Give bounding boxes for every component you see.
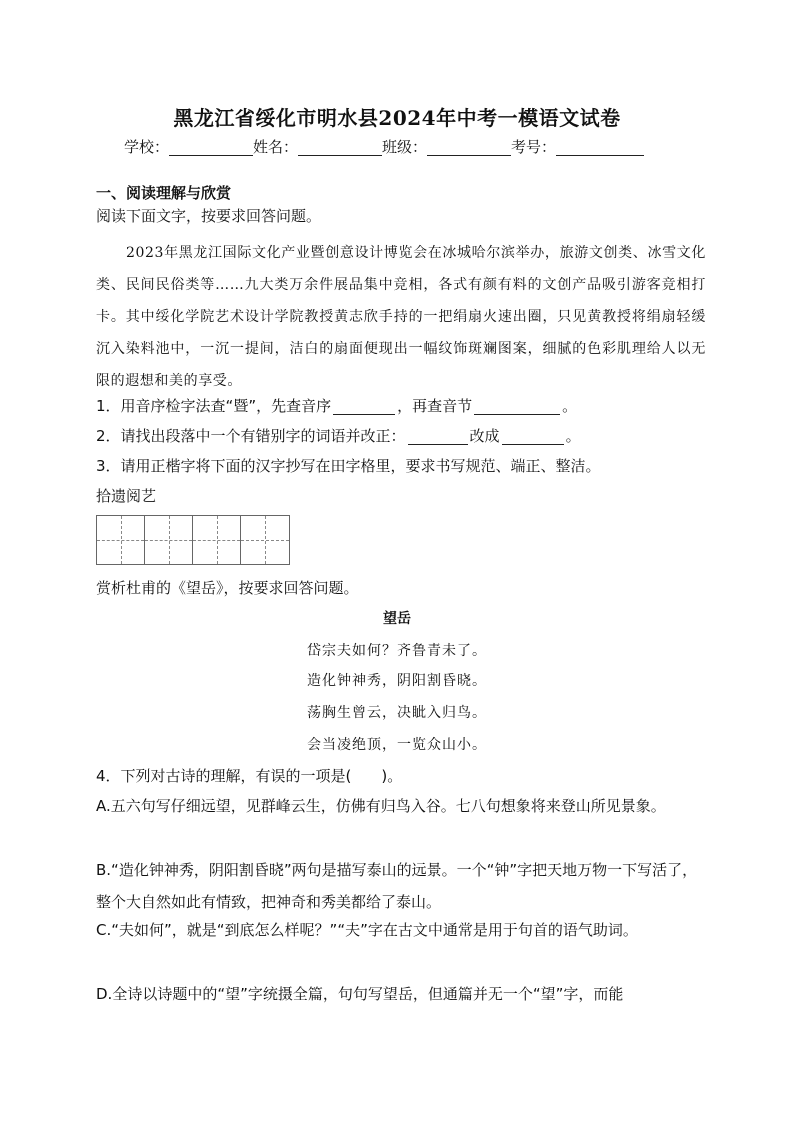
grid-cell[interactable] — [241, 516, 289, 564]
poem-line: 荡胸生曾云，决眦入归鸟。 — [307, 705, 487, 721]
school-field[interactable] — [169, 141, 253, 156]
q1-suffix: 。 — [562, 397, 578, 415]
option-d[interactable]: D.全诗以诗题中的“望”字统摄全篇，句句写望岳，但通篇并无一个“望”字，而能 — [96, 985, 624, 1003]
reading-passage — [96, 237, 706, 397]
q1-middle: ，再查音节 — [397, 397, 473, 415]
q2-blank-1[interactable] — [408, 430, 468, 445]
poem-line: 造化钟神秀，阴阳割昏晓。 — [307, 673, 487, 689]
question-2 — [96, 425, 581, 446]
q2-middle: 改成 — [469, 427, 500, 445]
tianzige-grid — [96, 515, 290, 565]
q2-suffix: 。 — [565, 427, 581, 445]
q1-prefix: 1．用音序检字法查“暨”，先查音序 — [96, 397, 332, 415]
number-field[interactable] — [556, 141, 644, 156]
name-label: 姓名： — [253, 138, 299, 156]
grid-cell[interactable] — [97, 516, 145, 564]
class-label: 班级： — [382, 138, 428, 156]
question-1 — [96, 395, 577, 416]
school-label: 学校： — [124, 138, 170, 156]
passage-text: 2023年黑龙江国际文化产业暨创意设计博览会在冰城哈尔滨举办，旅游文创类、冰雪文化类、民间民俗类等……九大类万余件展品集中竞相，各式有颜有料的文创产品吸引游客竞相打卡。其中绥化学院艺术设计学院教授黄志欣手持的一把绢扇火速出圈，只见黄教授将绢扇轻缓沉入染料池中，一沉一提间，洁白的扇面便现出一幅纹饰斑斓图案，细腻的色彩肌理给人以无限的遐想和美的享受。 — [96, 245, 706, 389]
name-field[interactable] — [298, 141, 382, 156]
section-heading: 一、阅读理解与欣赏 — [96, 184, 232, 202]
poem-line: 岱宗夫如何？齐鲁青未了。 — [307, 643, 487, 659]
option-b[interactable]: B.“造化钟神秀，阴阳割昏晓”两句是描写泰山的远景。一个“钟”字把天地万物一下写活了，整个大自然如此有情致，把神奇和秀美都给了泰山。 — [96, 861, 698, 911]
question-4: 4．下列对古诗的理解，有误的一项是( )。 — [96, 767, 403, 785]
poem-line: 会当凌绝顶，一览众山小。 — [307, 737, 487, 753]
poem-title: 望岳 — [383, 611, 411, 627]
number-label: 考号： — [511, 138, 557, 156]
grid-cell[interactable] — [145, 516, 193, 564]
student-info-row — [124, 136, 644, 157]
exam-title: 黑龙江省绥化市明水县2024年中考一模语文试卷 — [173, 106, 621, 130]
q2-prefix: 2．请找出段落中一个有错别字的词语并改正： — [96, 427, 406, 445]
poem-instruction: 赏析杜甫的《望岳》，按要求回答问题。 — [96, 579, 359, 597]
q2-blank-2[interactable] — [502, 430, 564, 445]
q1-blank-1[interactable] — [333, 400, 395, 415]
question-3: 3．请用正楷字将下面的汉字抄写在田字格里，要求书写规范、端正、整洁。 — [96, 457, 601, 475]
option-c[interactable]: C.“夫如何”，就是“到底怎么样呢？”“夫”字在古文中通常是用于句首的语气助词。 — [96, 921, 638, 939]
q1-blank-2[interactable] — [474, 400, 560, 415]
copy-text: 拾遗阅艺 — [96, 487, 157, 505]
grid-cell[interactable] — [193, 516, 241, 564]
option-a[interactable]: A.五六句写仔细远望，见群峰云生，仿佛有归鸟入谷。七八句想象将来登山所见景象。 — [96, 797, 666, 815]
reading-instruction: 阅读下面文字，按要求回答问题。 — [96, 207, 322, 225]
class-field[interactable] — [427, 141, 511, 156]
